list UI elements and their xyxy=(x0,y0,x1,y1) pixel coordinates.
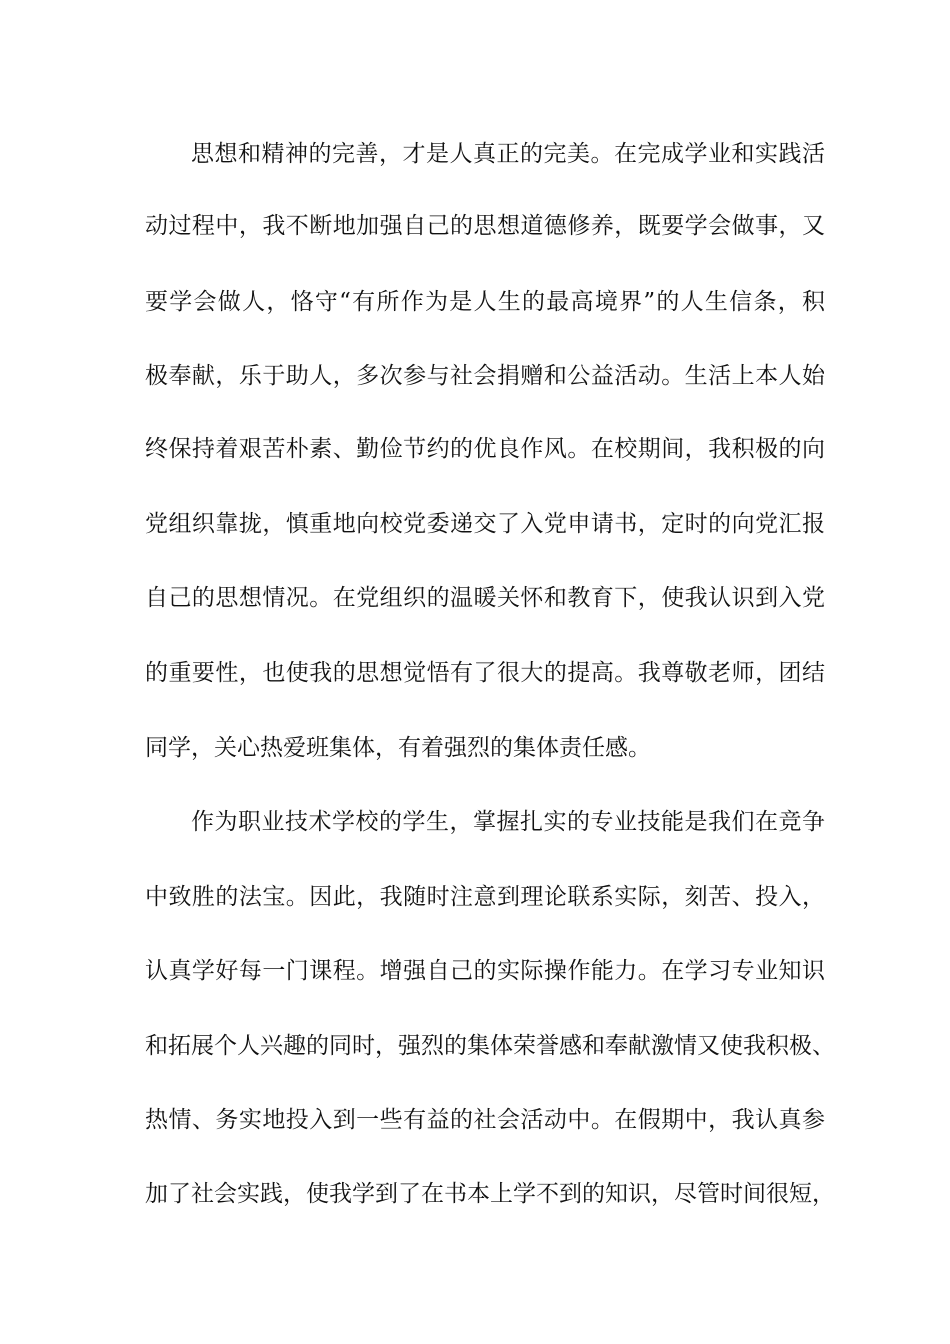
paragraph-1-line-9: 同学，关心热爱班集体，有着强烈的集体责任感。 xyxy=(145,735,651,761)
paragraph-2-line-2: 中致胜的法宝。因此，我随时注意到理论联系实际，刻苦、投入， xyxy=(145,884,825,910)
paragraph-2-line-1: 作为职业技术学校的学生，掌握扎实的专业技能是我们在竞争 xyxy=(191,809,825,835)
paragraph-1-line-8: 的重要性，也使我的思想觉悟有了很大的提高。我尊敬老师，团结 xyxy=(145,660,825,686)
paragraph-1-line-6: 党组织靠拢，慎重地向校党委递交了入党申请书，定时的向党汇报 xyxy=(145,511,825,537)
paragraph-1-line-3: 要学会做人，恪守“有所作为是人生的最高境界”的人生信条，积 xyxy=(145,289,825,315)
paragraph-2-line-4: 和拓展个人兴趣的同时，强烈的集体荣誉感和奉献激情又使我积极、 xyxy=(145,1033,835,1059)
paragraph-2-line-3: 认真学好每一门课程。增强自己的实际操作能力。在学习专业知识 xyxy=(145,958,825,984)
paragraph-2-line-6: 加了社会实践，使我学到了在书本上学不到的知识，尽管时间很短， xyxy=(145,1181,835,1207)
paragraph-1-line-2: 动过程中，我不断地加强自己的思想道德修养，既要学会做事，又 xyxy=(145,213,825,239)
paragraph-1-line-7: 自己的思想情况。在党组织的温暖关怀和教育下，使我认识到入党 xyxy=(145,585,825,611)
paragraph-1-line-5: 终保持着艰苦朴素、勤俭节约的优良作风。在校期间，我积极的向 xyxy=(145,436,825,462)
paragraph-1-line-4: 极奉献，乐于助人，多次参与社会捐赠和公益活动。生活上本人始 xyxy=(145,363,825,389)
paragraph-1-line-1: 思想和精神的完善，才是人真正的完美。在完成学业和实践活 xyxy=(191,141,825,167)
paragraph-2-line-5: 热情、务实地投入到一些有益的社会活动中。在假期中，我认真参 xyxy=(145,1107,825,1133)
